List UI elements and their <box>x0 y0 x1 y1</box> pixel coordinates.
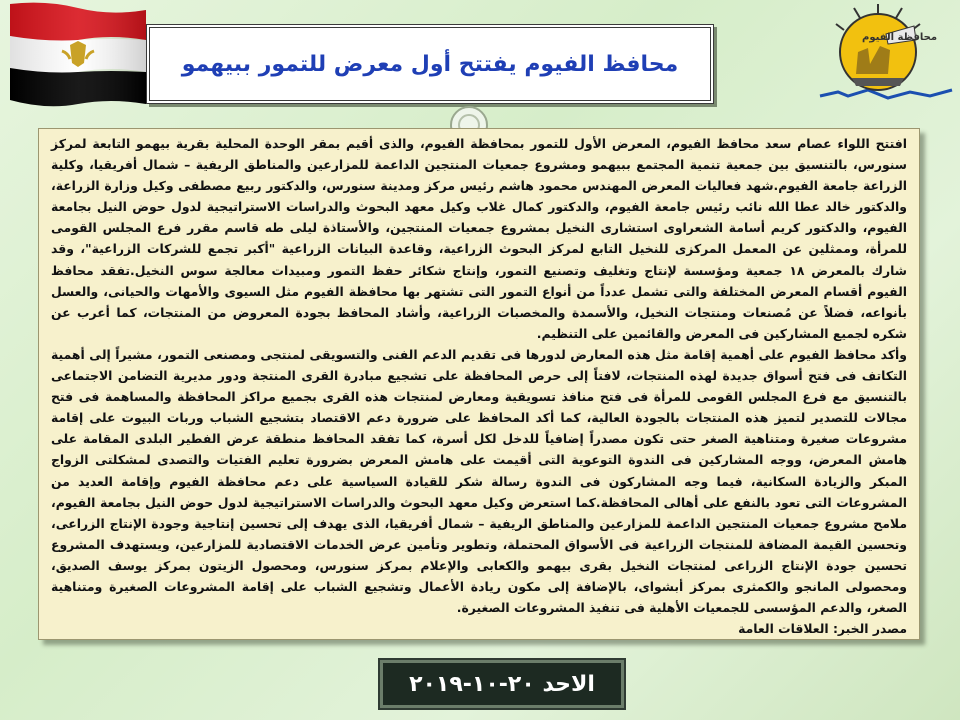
article-body <box>51 133 907 639</box>
article-date: الاحد ٢٠-١٠-٢٠١٩ <box>409 671 595 697</box>
title-box <box>146 24 714 104</box>
article-paragraph: افتتح اللواء عصام سعد محافظ الفيوم، المعرض الأول للتمور بمحافظة الفيوم، والذى أقيم بمقر الوحدة المحلية بقرية بيهمو التابعة لمركز سنورس، بالتنسيق بين جمعية تنمية المجتمع ببيهمو ومشروع جمعيات المنتجين الداعمة للمزارعين والمناطق الريفية – شمال أفريقيا، وكلية الزراعة جامعة الفيوم.شهد فعاليات المعرض المهندس محمود هاشم رئيس مركز ومدينة سنورس، والدكتور ربيع مصطفى وكيل وزارة الزراعة، والدكتور خالد عطا الله نائب رئيس جامعة الفيوم، والدكتور كمال غلاب وكيل معهد البحوث والدراسات الاستراتيجية لدول حوض النيل بجامعة الفيوم، والدكتور كريم أسامة الشعراوى استشارى النخيل بمشروع جمعيات المنتجين، والأستاذة ليلى طه قاسم مقرر فرع المجلس القومى للمرأة، وممثلين عن المعمل المركزى للنخيل التابع لمركز البحوث الزراعية، وقاعدة البيانات الزراعية "أكبر تجمع للشركات الزراعية"، وقد شارك بالمعرض ١٨ جمعية ومؤسسة لإنتاج وتغليف وتصنيع التمور، وإنتاج شكائر حفظ التمور ومبيدات معالجة سوس النخيل.تفقد محافظ الفيوم أقسام المعرض المختلفة والتى تشمل عدداً من أنواع التمور التى تشتهر بها محافظة الفيوم مثل السيوى والأمهات والحيانى، والعسل بأنواعه، فضلاً عن مُصنعات ومنتجات النخيل، والأسمدة والمخصبات الزراعية، وأشاد المحافظ بجودة المعروض من المنتجات، كما أعرب عن شكره لجميع المشاركين فى المعرض والقائمين على التنظيم. <box>51 136 907 341</box>
date-box <box>380 660 624 708</box>
egypt-flag-icon <box>6 0 148 112</box>
article-source: مصدر الخبر: العلاقات العامة <box>738 621 907 637</box>
page-title: محافظ الفيوم يفتتح أول معرض للتمور ببيهمو <box>181 51 679 77</box>
article-panel <box>38 128 920 640</box>
article-paragraph: وأكد محافظ الفيوم على أهمية إقامة مثل هذه المعارض لدورها فى تقديم الدعم الفنى والتسويقى لمنتجى ومصنعى التمور، مشيراً إلى أهمية التكاتف فى فتح أسواق جديدة لهذه المنتجات، لافتاً إلى حرص المحافظة على تشجيع مبادرة القرى المنتجة ودور مديرية التضامن الاجتماعى بالتنسيق مع فرع المجلس القومى للمرأة فى فتح منافذ تسويقية ومعارض لمنتجات هذه القرى بجميع مراكز المحافظة والمساهمة فى فتح مجالات للتصدير لتميز هذه المنتجات بالجودة العالية، كما أكد المحافظ على ضرورة دعم الاقتصاد بتشجيع الشباب وربات البيوت على إقامة مشروعات صغيرة ومتناهية الصغر حتى تكون مصدراً إضافياً للدخل لكل أسرة، كما تفقد المحافظ منطقة عرض الفطير البلدى المقامة على هامش المعرض، ووجه المشاركين فى الندوة التوعوية التى أقيمت على هامش المعرض بضرورة تعليم الفتيات والتصدى لمشكلتى الزواج المبكر والزيادة السكانية، فيما وجه المشاركون فى الندوة رسالة شكر للقيادة السياسية على دعم محافظة الفيوم وإقامة العديد من المشروعات التى تعود بالنفع على أهالى المحافظة.كما استعرض وكيل معهد البحوث والدراسات الاستراتيجية لدول حوض النيل بجامعة الفيوم، ملامح مشروع جمعيات المنتجين الداعمة للمزارعين والمناطق الريفية – شمال أفريقيا، الذى يهدف إلى تحسين إنتاجية وجودة الإنتاج الزراعى، وتحسين القيمة المضافة للمنتجات الزراعية فى الأسواق المحتملة، وتطوير وتأمين عرض الخدمات الاقتصادية للمزارعين، ويستهدف المشروع تحسين جودة الإنتاج الزراعى لمنتجات النخيل بقرى بيهمو والكعابى والإعلام بمركز سنورس، ومحصول الزيتون بمركز يوسف الصديق، ومحصولى المانجو والكمثرى بمركز أبشواى، بالإضافة إلى مكون ريادة الأعمال وتشجيع الشباب على إقامة المشروعات الصغيرة ومتناهية الصغر، والدعم المؤسسى للجمعيات الأهلية فى تنفيذ المشروعات الصغيرة. <box>51 346 907 616</box>
fayoum-governorate-logo-icon <box>818 4 954 104</box>
logo-text: محافظة الفيوم <box>862 32 938 43</box>
